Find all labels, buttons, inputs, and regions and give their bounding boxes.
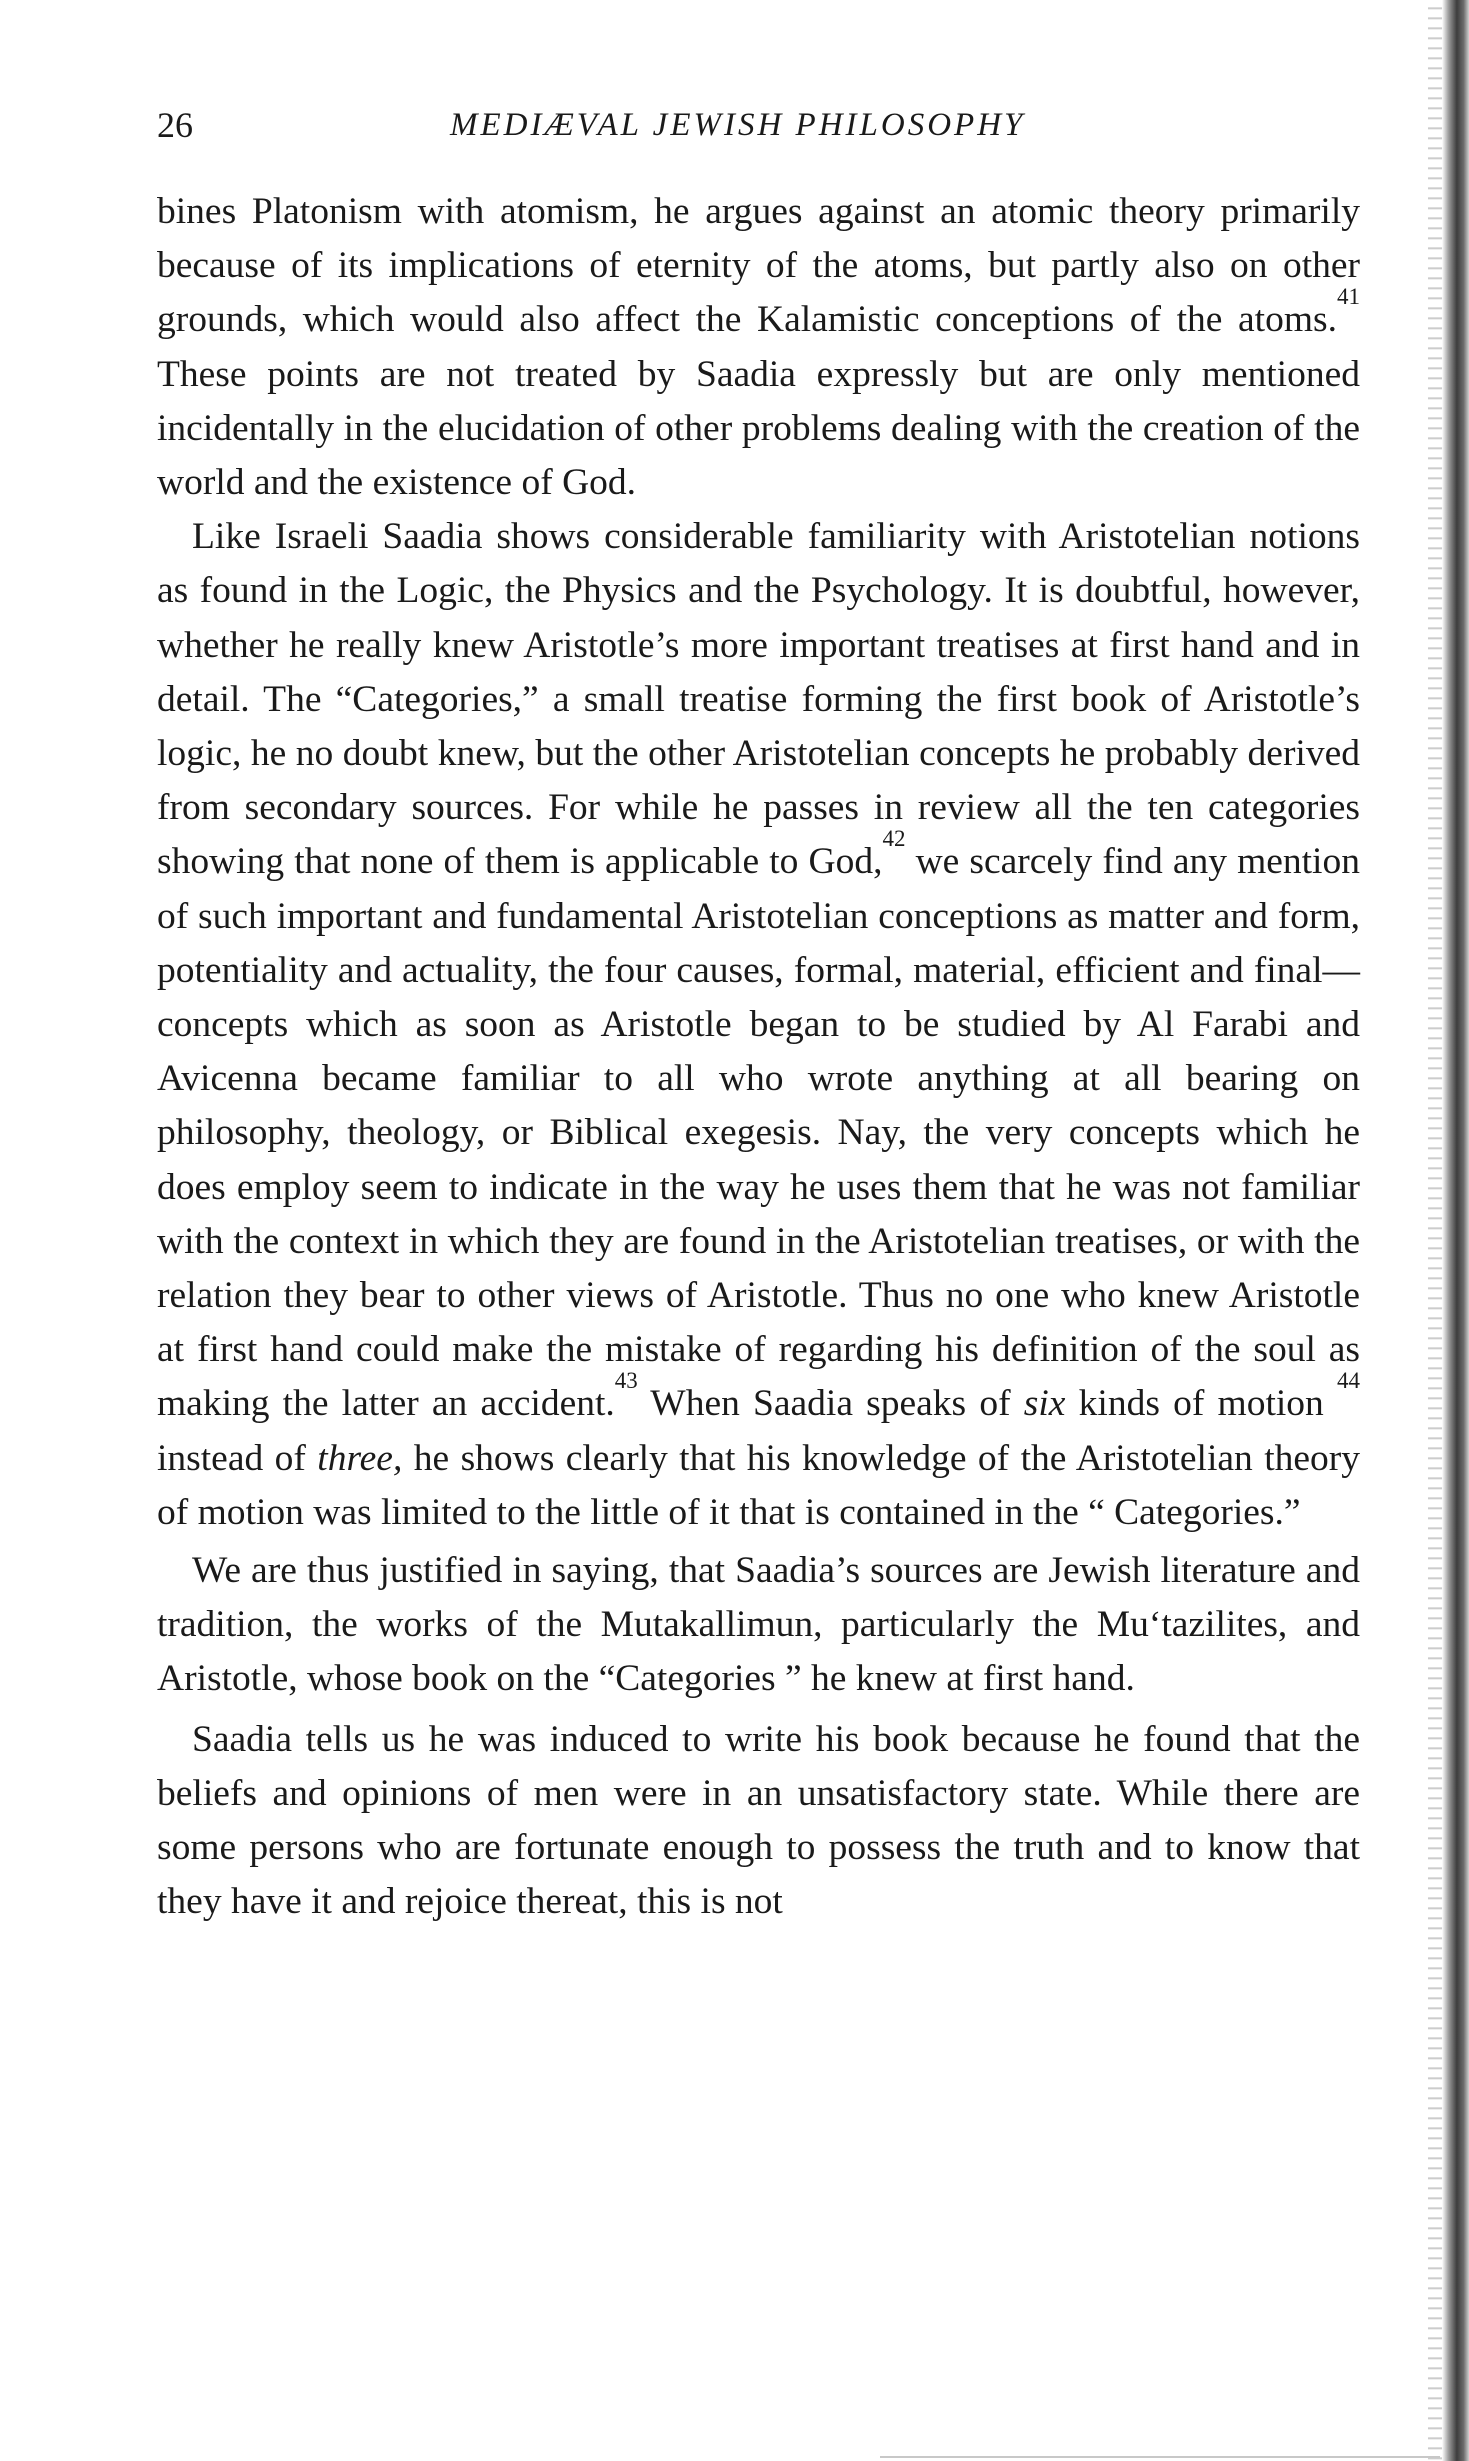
text-run: These points are not treated by Saadia expressly but are only mentioned incidentally in the elucidation of other problems dealing with the creation of the world and the existence of God. [157, 353, 1360, 504]
book-title: MEDIÆVAL JEWISH PHILOSOPHY [450, 107, 1026, 143]
page-edge-shadow [1428, 0, 1442, 2461]
text-run: We are thus justified in saying, that Saadia’s sources are Jewish literature and tradition, the works of the Mutakallimun, particularly the Mu‘tazilites, and Aristotle, whose book on the “Categories ” he knew at first hand. [157, 1550, 1360, 1700]
footnote-marker: 42 [882, 825, 906, 851]
text-run: Saadia tells us he was induced to write his book because he found that the beliefs and opinions of men were in an unsatisfactory state. While there are some persons who are fortunate enough to possess the truth and to know that they have it and rejoice thereat, this is not [157, 1718, 1360, 1923]
page-binding-edge [1442, 0, 1469, 2461]
italic-text: six [1023, 1383, 1066, 1425]
text-run: When Saadia speaks of [637, 1383, 1024, 1425]
text-run: bines Platonism with atomism, he argues against an atomic theory primarily because of its implications of eternity of the atoms, but partly also on other grounds, which would also affect the Kalamistic conceptions of the atoms. [157, 191, 1360, 341]
bottom-edge-line [880, 2456, 1440, 2458]
paragraph [157, 510, 1360, 1540]
footnote-marker: 41 [1337, 283, 1360, 309]
italic-text: three, [317, 1437, 403, 1479]
text-run: he shows clearly that his knowledge of the Aristotelian theory of motion was limited to the little of it that is contained in the “ Categories.” [157, 1437, 1361, 1533]
text-run: instead of [157, 1437, 318, 1479]
text-run: we scarcely find any mention of such important and fundamental Aristotelian conceptions as matter and form, potentiality and actuality, the four causes, formal, material, efficient and final—concepts which as soon as Aristotle began to be studied by Al Farabi and Avicenna became familiar to all who wrote anything at all bearing on philosophy, theology, or Biblical exegesis. Nay, the very concepts which he does employ seem to indicate in the way he uses them that he was not familiar with the context in which they are found in the Aristotelian treatises, or with the relation they bear to other views of Aristotle. Thus no one who knew Aristotle at first hand could make the mistake of regarding his definition of the soul as making the latter an accident. [157, 841, 1360, 1425]
running-head [157, 95, 1357, 155]
footnote-marker: 43 [614, 1367, 638, 1393]
paragraph [157, 1713, 1360, 1930]
footnote-marker: 44 [1336, 1367, 1360, 1393]
text-run: Like Israeli Saadia shows considerable familiarity with Aristotelian notions as found in the Logic, the Physics and the Psychology. It is doubtful, however, whether he really knew Aristotle’s more important treatises at first hand and in detail. The “Categories,” a small treatise forming the first book of Aristotle’s logic, he no doubt knew, but the other Aristotelian concepts he probably derived from secondary sources. For while he passes in review all the ten categories showing that none of them is applicable to God, [157, 516, 1360, 883]
page-number: 26 [157, 105, 193, 145]
body-text [157, 185, 1360, 1930]
paragraph [157, 1544, 1360, 1707]
text-run: kinds of motion [1065, 1383, 1337, 1425]
paragraph [157, 185, 1360, 510]
